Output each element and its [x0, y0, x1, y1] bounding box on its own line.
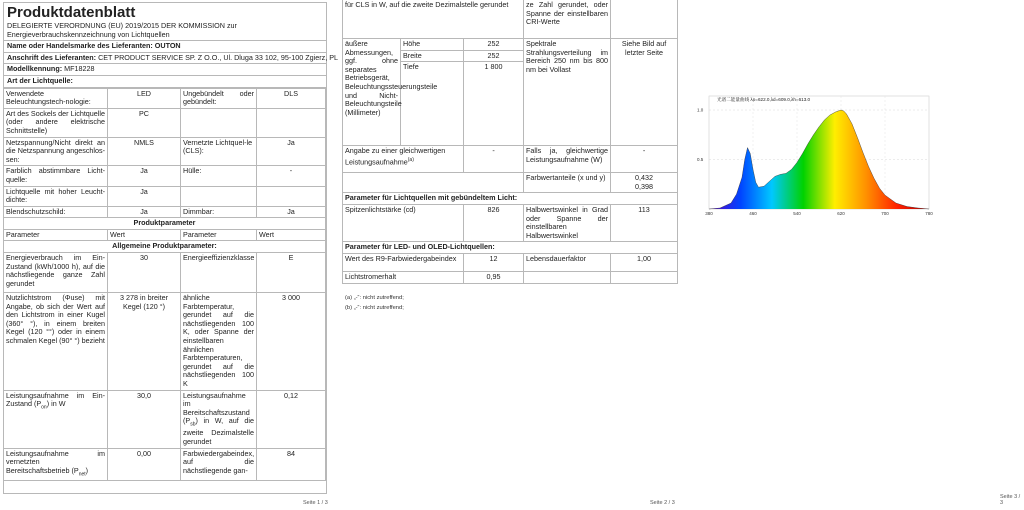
- model-label: Modellkennung:: [7, 64, 63, 74]
- energy-class-value: E: [257, 253, 326, 293]
- beam-angle-label: Halbwertswinkel in Grad oder Spanne der einstellbaren Halbwertswinkel: [524, 204, 611, 241]
- chromaticity-label: Farbwertanteile (x und y): [524, 173, 611, 193]
- cont-left: für CLS in W, auf die zweite Dezimalstelle gerundet: [343, 0, 524, 39]
- footnotes: [345, 293, 404, 313]
- page-footer-1: Seite 1 / 3: [303, 500, 328, 506]
- glare-label: Blendschutzschild:: [4, 206, 108, 218]
- type-header: Art der Lichtquelle:: [4, 76, 326, 88]
- regulation-text: DELEGIERTE VERORDNUNG (EU) 2019/2015 DER KOMMISSION zur Energieverbrauchskennzeichnung von Lichtquellen: [7, 21, 237, 39]
- equivalent-power-value: -: [464, 146, 524, 173]
- glare-value: Ja: [108, 206, 181, 218]
- cri-value: 84: [257, 448, 326, 480]
- x-tick-label: 540: [793, 211, 801, 216]
- high-luminance-label: Lichtquelle mit hoher Leucht-dichte:: [4, 186, 108, 206]
- col-param-1: Parameter: [4, 229, 108, 241]
- continuation-table: [342, 0, 678, 284]
- page-2: [340, 0, 685, 510]
- width-label: Breite: [401, 50, 464, 62]
- tunable-value: Ja: [108, 166, 181, 186]
- tunable-label: Farblich abstimmbare Licht-quelle:: [4, 166, 108, 186]
- dimensions-label: äußere Abmessungen, ggf. ohne separates Betriebsgerät, Beleuchtungssteuerungsteile und Nicht-Beleuchtungsteile (Millimeter): [343, 39, 401, 146]
- page-footer-3: Seite 3 / 3: [1000, 494, 1021, 506]
- energy-value: 30: [108, 253, 181, 293]
- high-luminance-value: Ja: [108, 186, 181, 206]
- cri-label: Farbwiedergabeindex, auf die nächstliegende gan-: [181, 448, 257, 480]
- connected-value: Ja: [257, 137, 326, 166]
- peak-intensity-label: Spitzenlichtstärke (cd): [343, 204, 464, 241]
- footnote-a: (a) „-“: nicht zutreffend;: [345, 295, 404, 301]
- x-tick-label: 700: [881, 211, 889, 216]
- dimmable-value: Ja: [257, 206, 326, 218]
- led-header: Parameter für LED- und OLED-Lichtquellen:: [343, 242, 678, 254]
- envelope-value: -: [257, 166, 326, 186]
- depth-value: 1 800: [464, 62, 524, 146]
- energy-label: Energieverbrauch im Ein-Zustand (kWh/1000 h), auf die nächstliegende ganze Zahl gerundet: [4, 253, 108, 293]
- lumen-maintenance-value: 0,95: [464, 271, 524, 283]
- product-params-header: Produktparameter: [4, 218, 326, 230]
- tech-label: Verwendete Beleuchtungstech-nologie:: [4, 88, 108, 108]
- supplier-name: Name oder Handelsmarke des Lieferanten: OUTON: [4, 41, 326, 53]
- height-label: Höhe: [401, 39, 464, 51]
- supplier-address-label: Anschrift des Lieferanten:: [7, 52, 97, 62]
- page-title: Produktdatenblatt: [7, 4, 136, 21]
- depth-label: Tiefe: [401, 62, 464, 146]
- y-tick-label: 0.5: [697, 157, 704, 162]
- socket-value: PC: [108, 108, 181, 137]
- x-tick-label: 380: [705, 211, 713, 216]
- general-params-header: Allgemeine Produktparameter:: [4, 241, 326, 253]
- lumen-maintenance-label: Lichtstromerhalt: [343, 271, 464, 283]
- footnote-b: (b) „-“: nicht zutreffend;: [345, 305, 404, 311]
- spectral-label: Spektrale Strahlungsverteilung im Bereich 250 nm bis 800 nm bei Vollast: [524, 39, 611, 146]
- light-source-type-table: [3, 88, 326, 481]
- y-tick-label: 1.0: [697, 107, 704, 113]
- power-on-label: Leistungsaufnahme im Ein-Zustand $(P_{on})$ in W: [4, 390, 108, 448]
- flux-value: 3 278 in breiter Kegel (120 °): [108, 293, 181, 391]
- tech-value: LED: [108, 88, 181, 108]
- claim-label: Falls ja, gleichwertige Leistungsaufnahme (W): [524, 146, 611, 173]
- page-3: [685, 0, 1024, 510]
- col-value-2: Wert: [257, 229, 326, 241]
- survival-label: Lebensdauerfaktor: [524, 253, 611, 271]
- chart-title: 光谱二能量曲线 λp=622.0,λd=609.0,λh=613.0: [717, 97, 811, 102]
- networked-standby-label: Leistungsaufnahme im vernetzten Bereitschaftsbetrieb $(P_{net})$: [4, 448, 108, 480]
- dimmable-label: Dimmbar:: [181, 206, 257, 218]
- peak-intensity-value: 826: [464, 204, 524, 241]
- r9-value: 12: [464, 253, 524, 271]
- networked-standby-value: 0,00: [108, 448, 181, 480]
- x-tick-label: 780: [925, 211, 933, 216]
- spectral-value: Siehe Bild auf letzter Seite: [611, 39, 678, 146]
- cct-value: 3 000: [257, 293, 326, 391]
- energy-class-label: Energieeffizienzklasse: [181, 253, 257, 293]
- cont-right: ze Zahl gerundet, oder Spanne der einstellbaren CRI-Werte: [524, 0, 611, 39]
- power-on-value: 30,0: [108, 390, 181, 448]
- model-row: [4, 64, 326, 76]
- beam-angle-value: 113: [611, 204, 678, 241]
- x-tick-label: 460: [749, 211, 757, 216]
- unbundled-value: DLS: [257, 88, 326, 108]
- socket-label: Art des Sockels der Lichtquelle (oder andere elektrische Schnittstelle): [4, 108, 108, 137]
- envelope-label: Hülle:: [181, 166, 257, 186]
- directional-header: Parameter für Lichtquellen mit gebündeltem Licht:: [343, 193, 678, 205]
- chromaticity-value: 0,432 0,398: [611, 173, 678, 193]
- flux-label: Nutzlichtstrom (Φuse) mit Angabe, ob sich der Wert auf den Lichtstrom in einer Kugel (360° °), in einem breiten Kegel (120 °°) oder in einem schmalen Kegel (90° °) bezieht: [4, 293, 108, 391]
- col-param-2: Parameter: [181, 229, 257, 241]
- supplier-address: CET PRODUCT SERVICE SP. Z O.O., Ul. Dluga 33 102, 95-100 Zgierz, PL: [98, 52, 339, 62]
- standby-label: Leistungsaufnahme im Bereitschaftszustand $(P_{sb})$ in W, auf die zweite Dezimalstelle gerundet: [181, 390, 257, 448]
- x-tick-label: 620: [837, 211, 845, 216]
- page-1: [0, 0, 340, 510]
- spectrum-chart: [695, 88, 941, 220]
- datasheet-frame: [3, 2, 339, 494]
- model-id: MF18228: [64, 64, 95, 74]
- unbundled-label: Ungebündelt oder gebündelt:: [181, 88, 257, 108]
- survival-value: 1,00: [611, 253, 678, 271]
- r9-label: Wert des R9-Farbwiedergabeindex: [343, 253, 464, 271]
- claim-value: -: [611, 146, 678, 173]
- equivalent-power-label: Angabe zu einer gleichwertigen Leistungsaufnahme$^{(a)}$: [343, 146, 464, 173]
- cct-label: ähnliche Farbtemperatur, gerundet auf die nächstliegenden 100 K, oder Spanne der einstellbaren ähnlichen Farbtemperaturen, gerundet auf die nächstliegenden 100 K: [181, 293, 257, 391]
- col-value-1: Wert: [108, 229, 181, 241]
- connected-label: Vernetzte Lichtquel-le (CLS):: [181, 137, 257, 166]
- mains-value: NMLS: [108, 137, 181, 166]
- mains-label: Netzspannung/Nicht direkt an die Netzspannung angeschlos-sen:: [4, 137, 108, 166]
- height-value: 252: [464, 39, 524, 51]
- standby-value: 0,12: [257, 390, 326, 448]
- page-footer-2: Seite 2 / 3: [650, 500, 675, 506]
- width-value: 252: [464, 50, 524, 62]
- supplier-address-row: [4, 52, 339, 65]
